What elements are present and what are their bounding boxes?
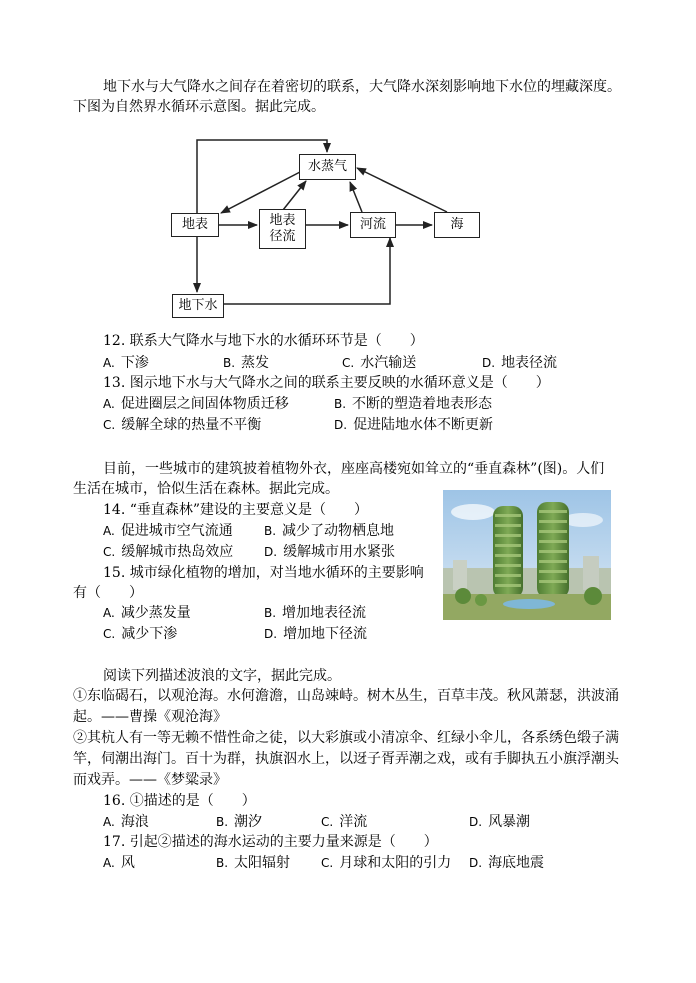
q14-b-text: 减少了动物栖息地 (282, 523, 395, 539)
q13-c-letter: C. (103, 418, 116, 432)
q12-option-d (482, 353, 557, 373)
q17-option-c (321, 853, 451, 873)
q12-a-text: 下渗 (120, 355, 149, 371)
q14-c-letter: C. (103, 545, 116, 559)
q15-b-letter: B. (264, 606, 277, 620)
q17-c-letter: C. (321, 856, 334, 870)
q15-option-c (103, 624, 177, 644)
q16-c-letter: C. (321, 815, 334, 829)
q13-d-text: 促进陆地水体不断更新 (353, 417, 494, 433)
q15-stem-1: 15. 城市绿化植物的增加，对当地水循环的主要影响 (103, 565, 424, 581)
q14-option-c (103, 542, 233, 562)
q16-b-text: 潮汐 (234, 814, 263, 830)
q17-b-letter: B. (216, 856, 229, 870)
q17-a-letter: A. (103, 856, 115, 870)
q12-b-text: 蒸发 (241, 355, 270, 371)
q14-d-letter: D. (264, 545, 278, 559)
q14-stem: 14. “垂直森林”建设的主要意义是（ ） (103, 502, 369, 518)
surface-runoff-line2: 径流 (269, 229, 296, 244)
q16-d-text: 风暴潮 (488, 814, 531, 830)
q16-a-text: 海浪 (120, 814, 149, 830)
q16-stem: 16. ①描述的是（ ） (103, 793, 256, 809)
arrow-sea-to-vapor (357, 168, 447, 212)
q16-option-b (216, 812, 262, 832)
q13-c-text: 缓解全球的热量不平衡 (121, 417, 262, 433)
q14-a-text: 促进城市空气流通 (120, 523, 233, 539)
q17-d-text: 海底地震 (488, 855, 545, 871)
q12-option-c (342, 353, 416, 373)
river-box: 河流 (350, 212, 396, 238)
q15-a-text: 减少蒸发量 (120, 605, 191, 621)
q15-d-letter: D. (264, 627, 278, 641)
sea-box: 海 (434, 212, 480, 238)
q14-option-a (103, 521, 233, 541)
intro-text-2: 下图为自然界水循环示意图。据此完成。 (73, 99, 325, 115)
q14-d-text: 缓解城市用水紧张 (283, 544, 396, 560)
q17-option-b (216, 853, 290, 873)
arrow-runoff-to-vapor (283, 181, 306, 210)
q17-a-text: 风 (120, 855, 135, 871)
q15-c-text: 减少下渗 (121, 626, 178, 642)
q13-d-letter: D. (334, 418, 348, 432)
surface-runoff-box (259, 209, 306, 249)
section2-intro-1: 目前，一些城市的建筑披着植物外衣，座座高楼宛如耸立的“垂直森林”(图)。人们 (103, 461, 605, 477)
q12-d-letter: D. (482, 356, 496, 370)
q14-option-b (264, 521, 394, 541)
q15-option-d (264, 624, 367, 644)
q12-stem: 12. 联系大气降水与地下水的水循环环节是（ ） (103, 333, 424, 349)
q14-b-letter: B. (264, 524, 277, 538)
q12-d-text: 地表径流 (501, 355, 558, 371)
q15-b-text: 增加地表径流 (282, 605, 367, 621)
passage2-line1: ②其杭人有一等无赖不惜性命之徒，以大彩旗或小清凉伞、红绿小伞儿，各系绣色缎子满 (73, 730, 619, 746)
q13-a-text: 促进圈层之间固体物质迁移 (120, 396, 289, 412)
q16-b-letter: B. (216, 815, 229, 829)
q16-a-letter: A. (103, 815, 115, 829)
q16-option-a (103, 812, 149, 832)
q15-c-letter: C. (103, 627, 116, 641)
q17-d-letter: D. (469, 856, 483, 870)
q14-option-d (264, 542, 395, 562)
q17-stem: 17. 引起②描述的海水运动的主要力量来源是（ ） (103, 834, 438, 850)
q12-a-letter: A. (103, 356, 115, 370)
q13-option-b (334, 394, 492, 414)
q12-option-b (223, 353, 269, 373)
q12-c-text: 水汽输送 (360, 355, 417, 371)
q15-stem-2: 有（ ） (73, 585, 143, 601)
surface-runoff-line1: 地表 (269, 213, 296, 228)
passage2-line2: 竿，伺潮出海门。百十为群，执旗泅水上，以迓子胥弄潮之戏，或有手脚执五小旗浮潮头 (73, 751, 619, 767)
water-vapor-box: 水蒸气 (299, 154, 356, 180)
q13-option-d (334, 415, 493, 435)
q14-a-letter: A. (103, 524, 115, 538)
q12-option-a (103, 353, 149, 373)
q16-d-letter: D. (469, 815, 483, 829)
section3-intro: 阅读下列描述波浪的文字，据此完成。 (103, 668, 341, 684)
q15-option-a (103, 603, 191, 623)
q12-c-letter: C. (342, 356, 355, 370)
q13-option-a (103, 394, 289, 414)
q16-c-text: 洋流 (339, 814, 368, 830)
q13-stem: 13. 图示地下水与大气降水之间的联系主要反映的水循环意义是（ ） (103, 375, 550, 391)
q17-b-text: 太阳辐射 (234, 855, 291, 871)
section2-intro-2: 生活在城市，恰似生活在森林。据此完成。 (73, 481, 339, 497)
q13-a-letter: A. (103, 397, 115, 411)
vertical-forest-photo (443, 490, 611, 620)
q15-d-text: 增加地下径流 (283, 626, 368, 642)
passage1-line2: 起。——曹操《观沧海》 (73, 709, 227, 725)
q16-option-d (469, 812, 530, 832)
arrow-groundwater-to-river (224, 238, 390, 304)
q15-option-b (264, 603, 366, 623)
q13-b-letter: B. (334, 397, 347, 411)
q13-option-c (103, 415, 261, 435)
intro-text-1: 地下水与大气降水之间存在着密切的联系，大气降水深刻影响地下水位的埋藏深度。 (103, 79, 621, 95)
q15-a-letter: A. (103, 606, 115, 620)
q17-c-text: 月球和太阳的引力 (339, 855, 452, 871)
q13-b-text: 不断的塑造着地表形态 (352, 396, 493, 412)
q14-c-text: 缓解城市热岛效应 (121, 544, 234, 560)
q16-option-c (321, 812, 367, 832)
arrow-river-to-vapor (350, 182, 362, 212)
passage2-line3: 而戏弄。——《梦粱录》 (73, 772, 227, 788)
arrow-vapor-to-land (221, 172, 300, 213)
groundwater-box: 地下水 (172, 294, 224, 318)
q12-b-letter: B. (223, 356, 236, 370)
q17-option-d (469, 853, 544, 873)
passage1-line1: ①东临碣石，以观沧海。水何澹澹，山岛竦峙。树木丛生，百草丰茂。秋风萧瑟，洪波涌 (73, 688, 619, 704)
land-surface-box: 地表 (171, 213, 219, 237)
q17-option-a (103, 853, 135, 873)
